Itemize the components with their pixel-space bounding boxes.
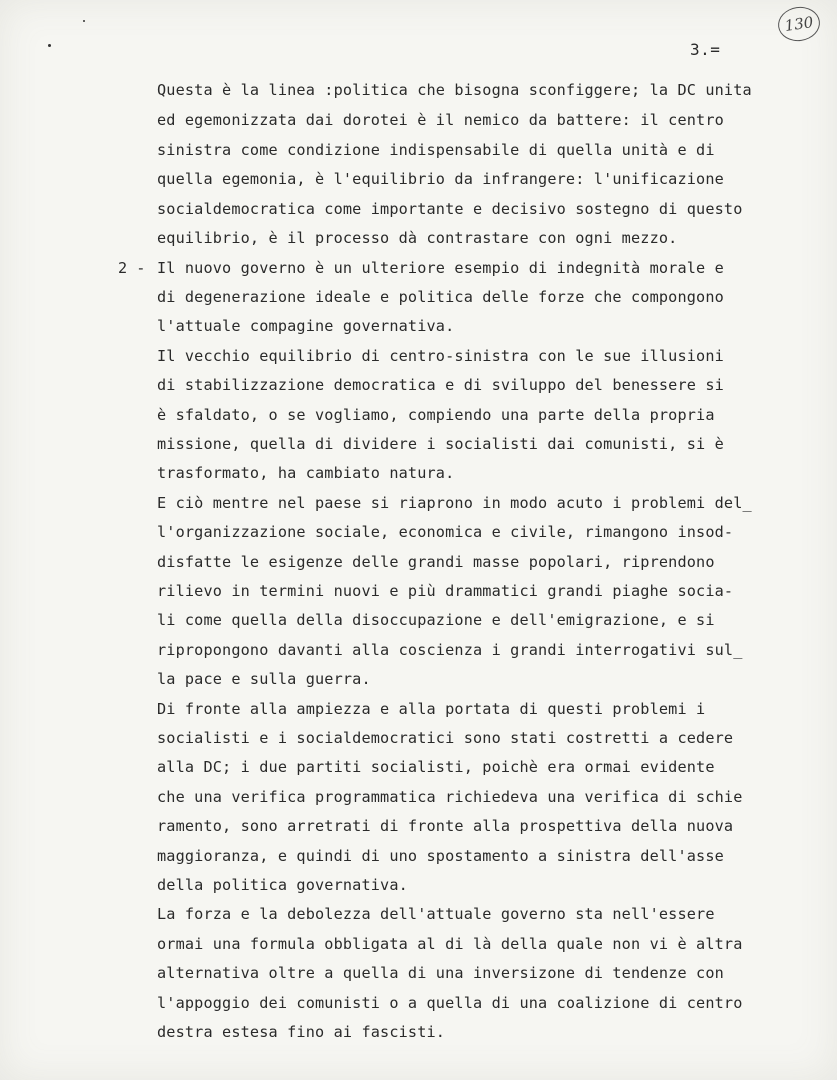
text-line: l'attuale compagine governativa.	[157, 317, 455, 335]
text-line: alternativa oltre a quella di una inversizone di tendenze con	[157, 964, 724, 982]
text-line: ripropongono davanti alla coscienza i grandi interrogativi sul_	[157, 641, 743, 659]
text-line: trasformato, ha cambiato natura.	[157, 464, 455, 482]
text-line: E ciò mentre nel paese si riaprono in modo acuto i problemi del_	[157, 494, 752, 512]
text-line: la pace e sulla guerra.	[157, 670, 371, 688]
page-number: 3.=	[690, 40, 721, 59]
text-line: disfatte le esigenze delle grandi masse popolari, riprendono	[157, 553, 715, 571]
text-line: sinistra come condizione indispensabile di quella unità e di	[157, 141, 715, 159]
text-line: destra estesa fino ai fascisti.	[157, 1023, 446, 1041]
text-line: Di fronte alla ampiezza e alla portata di questi problemi i	[157, 700, 706, 718]
text-line: Il vecchio equilibrio di centro-sinistra con le sue illusioni	[157, 347, 724, 365]
text-line: quella egemonia, è l'equilibrio da infrangere: l'unificazione	[157, 170, 724, 188]
text-line: li come quella della disoccupazione e dell'emigrazione, e si	[157, 611, 715, 629]
text-line: della politica governativa.	[157, 876, 408, 894]
text-line: Questa è la linea :politica che bisogna sconfiggere; la DC unita	[157, 81, 752, 99]
archive-stamp	[776, 4, 822, 44]
text-line: alla DC; i due partiti socialisti, poichè era ormai evidente	[157, 758, 715, 776]
text-line: è sfaldato, o se vogliamo, compiendo una parte della propria	[157, 406, 715, 424]
text-line: di degenerazione ideale e politica delle forze che compongono	[157, 288, 724, 306]
text-line: ormai una formula obbligata al di là della quale non vi è altra	[157, 935, 743, 953]
text-line: l'appoggio dei comunisti o a quella di una coalizione di centro	[157, 994, 743, 1012]
ink-speck	[48, 44, 51, 47]
text-line: l'organizzazione sociale, economica e civile, rimangono insod-	[157, 523, 734, 541]
text-line: rilievo in termini nuovi e più drammatici grandi piaghe socia-	[157, 582, 734, 600]
text-line: socialisti e i socialdemocratici sono stati costretti a cedere	[157, 729, 734, 747]
ink-speck	[83, 20, 85, 22]
text-line: ed egemonizzata dai dorotei è il nemico da battere: il centro	[157, 111, 724, 129]
text-line: Il nuovo governo è un ulteriore esempio di indegnità morale e	[157, 259, 724, 277]
text-line: maggioranza, e quindi di uno spostamento a sinistra dell'asse	[157, 847, 724, 865]
text-line: di stabilizzazione democratica e di sviluppo del benessere si	[157, 376, 724, 394]
text-line: equilibrio, è il processo dà contrastare con ogni mezzo.	[157, 229, 678, 247]
text-line: missione, quella di dividere i socialisti dai comunisti, si è	[157, 435, 724, 453]
text-line: La forza e la debolezza dell'attuale governo sta nell'essere	[157, 905, 715, 923]
text-line: che una verifica programmatica richiedeva una verifica di schie	[157, 788, 743, 806]
text-line: socialdemocratica come importante e decisivo sostegno di questo	[157, 200, 743, 218]
text-line: ramento, sono arretrati di fronte alla prospettiva della nuova	[157, 817, 734, 835]
item-number: 2 -	[118, 259, 146, 277]
archive-stamp-number: 130	[783, 13, 815, 35]
